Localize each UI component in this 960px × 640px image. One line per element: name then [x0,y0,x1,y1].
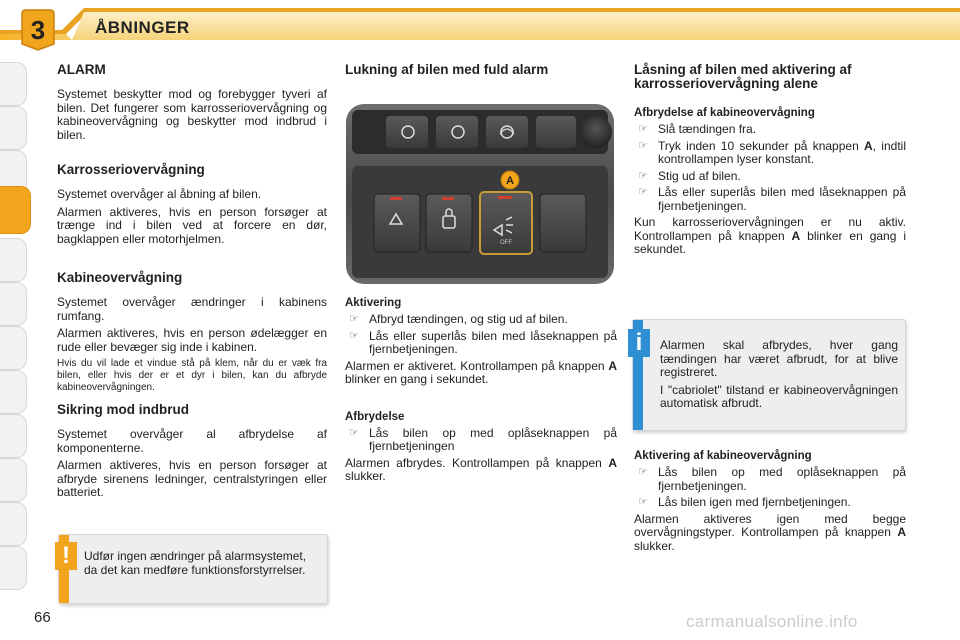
hand-pointer-icon: ☞ [349,329,359,342]
hand-pointer-icon: ☞ [638,496,648,508]
karrosseri-heading: Karrosseriovervågning [57,162,205,177]
info-icon: i [628,329,650,357]
warning-text: Udfør ingen ændringer på alarmsystemet, da det kan medføre funktionsforstyrrelser. [84,549,307,577]
aktivering-after [345,360,617,387]
column-3-lower [634,450,906,553]
rear-defrost-button[interactable] [386,116,428,148]
page-number: 66 [34,609,51,626]
sidebar-tab[interactable] [0,106,27,150]
afbrydelse-kabine-item [634,186,906,213]
kabine-p1: Systemet overvåger ændringer i kabinens rumfang. [57,295,327,323]
aktivering-list [345,313,617,357]
afbrydelse-item-text: Lås bilen op med oplåseknappen på fjernbetjeningen [369,425,617,453]
ac-button[interactable] [536,116,576,148]
kabine-p2: Alarmen aktiveres, hvis en person ødelægger en rude eller bevæger sig inde i kabinen. [57,326,327,354]
afbrydelse-item [345,427,617,454]
control-knob[interactable] [580,116,612,148]
karrosseri-p2: Alarmen aktiveres, hvis en person forsøger at trænge ind i bilen ved at forcere en dør, bagklappen eller motorhjelmen. [57,204,327,246]
chapter-badge [18,8,58,52]
aktivering-kabine-after-pre: Alarmen aktiveres igen med begge overvågningstyper. Kontrollampen på knappen [634,511,906,539]
kabine-heading: Kabineovervågning [57,270,183,285]
hand-pointer-icon: ☞ [638,169,648,182]
afbrydelse-after-pre: Alarmen afbrydes. Kontrollampen på knappen [345,455,609,470]
lukning-heading: Lukning af bilen med fuld alarm [345,62,549,77]
hand-pointer-icon: ☞ [638,139,648,152]
aktivering-item-text: Lås eller superlås bilen med låseknappen på fjernbetjeningen. [369,328,617,356]
sidebar-tab[interactable] [0,370,27,414]
afbrydelse-after-bold: A [608,455,617,470]
sikring-p2: Alarmen aktiveres, hvis en person forsøger at afbryde sirenens ledninger, centralstyringen eller batteriet. [57,458,327,499]
recirculation-button[interactable] [486,116,528,148]
afbrydelse-kabine-after-bold: A [791,228,801,243]
sidebar-tab[interactable] [0,458,27,502]
afbrydelse-kabine-b2-bold: A [864,138,873,153]
afbrydelse-kabine-after-pre: Kun karrosseriovervågningen er nu aktiv. Kontrollampen på knappen [634,215,906,243]
hand-pointer-icon: ☞ [349,426,359,439]
afbrydelse-kabine-b1: Slå tændingen fra. [658,122,757,136]
aktivering-kabine-after-post: slukker. [634,538,675,553]
kabine-p3: Hvis du vil lade et vindue stå på klem, når du er væk fra bilen, eller hvis der er et dyr i bilen, kan du afbryde kabineovervågningen. [57,358,327,393]
sikring-heading: Sikring mod indbrud [57,402,189,417]
button-a-label: A [506,175,514,187]
afbrydelse-kabine-after-post: blinker en gang i sekundet. [634,228,906,256]
sidebar-tab[interactable] [0,326,27,370]
info-p2: I "cabriolet" tilstand er kabineovervågningen automatisk afbrudt. [660,382,898,410]
column-3 [634,63,906,257]
afbrydelse-kabine-b4: Lås eller superlås bilen med låseknappen på fjernbetjeningen. [658,185,906,213]
afbrydelse-heading: Afbrydelse [345,410,405,423]
afbrydelse-kabine-b3: Stig ud af bilen. [658,168,741,183]
sidebar-tab[interactable] [0,414,27,458]
aktivering-kabine-after-bold: A [897,525,906,539]
hand-pointer-icon: ☞ [638,123,648,135]
laasning-heading: Låsning af bilen med aktivering af karrosseriovervågning alene [634,62,852,91]
hand-pointer-icon: ☞ [638,186,648,198]
warning-icon: ! [55,542,77,570]
afbrydelse-kabine-item [634,140,906,167]
extra-switch[interactable] [540,194,586,252]
column-2-heading-wrap [345,63,617,77]
aktivering-heading: Aktivering [345,297,402,309]
aktivering-kabine-list [634,466,906,510]
afbrydelse-after-post: slukker. [345,469,386,483]
afbrydelse-kabine-after [634,216,906,257]
karrosseri-p1: Systemet overvåger al åbning af bilen. [57,187,262,201]
chapter-number: 3 [30,15,46,45]
sidebar-tab[interactable] [0,546,27,590]
svg-text:OFF: OFF [500,240,512,246]
hand-pointer-icon: ☞ [349,313,359,325]
aktivering-item [345,330,617,357]
aktivering-kabine-after [634,513,906,554]
aktivering-after-pre: Alarmen er aktiveret. Kontrollampen på knappen [345,358,609,373]
afbrydelse-kabine-list [634,123,906,213]
front-defrost-button[interactable] [436,116,478,148]
afbrydelse-kabine-item [634,123,906,137]
afbrydelse-kabine-b2-post: , indtil kontrollampen lyser konstant. [658,138,906,166]
sidebar-tab[interactable] [0,502,27,546]
column-2-body [345,297,617,484]
afbrydelse-list [345,427,617,454]
column-1 [57,62,327,500]
sidebar-tab[interactable] [0,238,27,282]
info-text [660,339,898,411]
dashboard-photo [346,104,614,284]
aktivering-kabine-heading: Aktivering af kabineovervågning [634,450,812,462]
central-lock-switch[interactable] [426,194,472,252]
aktivering-item-text: Afbryd tændingen, og stig ud af bilen. [369,312,568,326]
aktivering-kabine-item-text: Lås bilen op med oplåseknappen på fjernbetjeningen. [658,465,906,493]
sidebar-tab[interactable] [0,282,27,326]
sikring-p1: Systemet overvåger al afbrydelse af komponenterne. [57,427,327,455]
afbrydelse-kabine-b2-pre: Tryk inden 10 sekunder på knappen [658,138,865,153]
afbrydelse-kabine-heading: Afbrydelse af kabineovervågning [634,107,815,119]
sidebar-tab-active[interactable] [0,186,31,234]
aktivering-after-post: blinker en gang i sekundet. [345,372,489,386]
sidebar-tab[interactable] [0,62,27,106]
afbrydelse-kabine-item [634,170,906,184]
aktivering-item [345,313,617,327]
hand-pointer-icon: ☞ [638,466,648,478]
afbrydelse-after [345,457,617,484]
alarm-text: Systemet beskytter mod og forebygger tyveri af bilen. Det fungerer som karrosseriovervågning og kabineovervågning og beskytter mod indbrud i bilen. [57,87,327,142]
aktivering-kabine-item [634,496,906,510]
chapter-title: ÅBNINGER [95,18,190,37]
aktivering-kabine-item-text: Lås bilen igen med fjernbetjeningen. [658,495,851,509]
aktivering-kabine-item [634,466,906,493]
hazard-switch[interactable] [374,194,420,252]
watermark-text: carmanualsonline.info [686,612,858,631]
alarm-heading: ALARM [57,62,106,77]
info-p1: Alarmen skal afbrydes, hver gang tændingen har været afbrudt, for at blive registreret. [660,338,898,379]
aktivering-after-bold: A [608,358,617,373]
